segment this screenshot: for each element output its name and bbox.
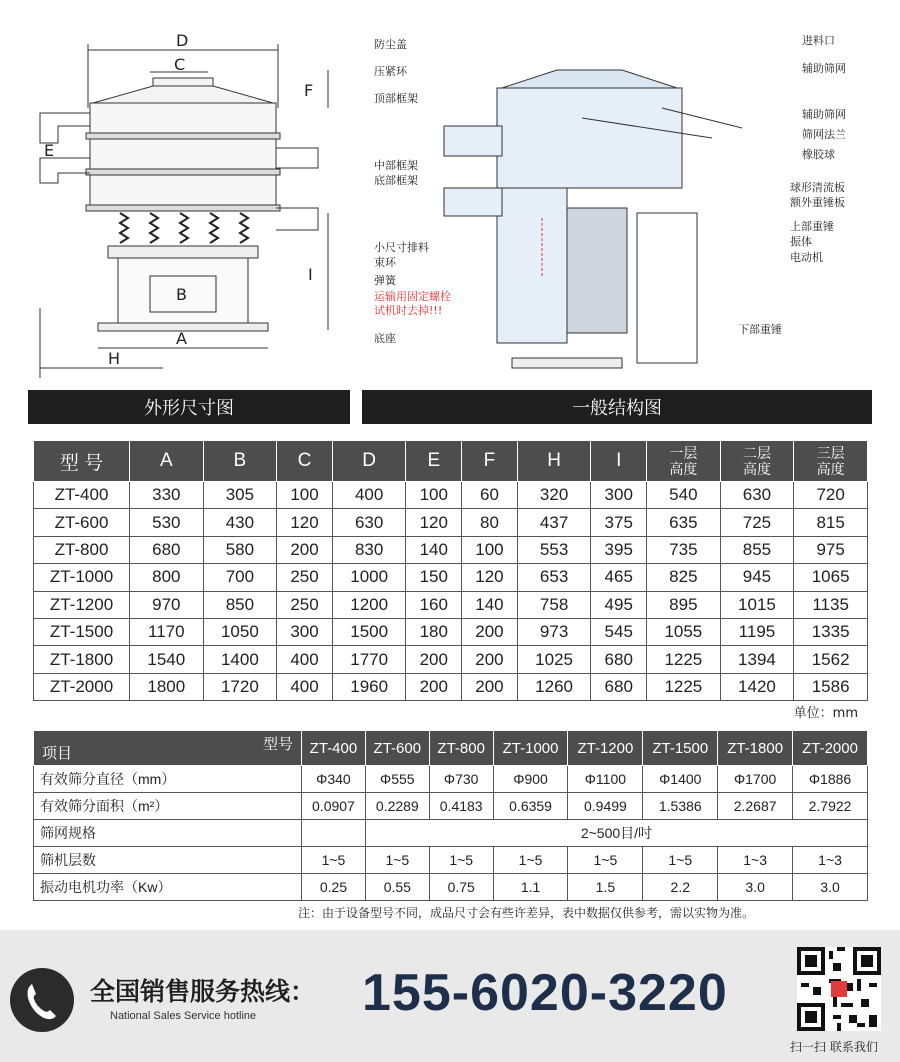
spec-value-cell: 0.0907: [302, 793, 366, 820]
header-a: A: [130, 441, 204, 482]
spec-value-cell: Φ900: [493, 766, 568, 793]
value-cell: 1586: [794, 673, 868, 700]
value-cell: 180: [406, 618, 462, 645]
spec-row-label: 有效筛分直径（mm）: [34, 766, 302, 793]
value-cell: 400: [277, 673, 333, 700]
value-cell: 1170: [130, 618, 204, 645]
table-row: [34, 820, 868, 847]
value-cell: 200: [462, 673, 518, 700]
spec-value-cell: Φ1400: [643, 766, 718, 793]
spec-merged-cell: 2~500目/吋: [365, 820, 867, 847]
value-cell: 320: [517, 482, 591, 509]
value-cell: 200: [406, 673, 462, 700]
spec-value-cell: 1~5: [302, 847, 366, 874]
spec-value-cell: 2.7922: [793, 793, 868, 820]
value-cell: 250: [277, 591, 333, 618]
spec-value-cell: Φ730: [429, 766, 493, 793]
spec-value-cell: 0.75: [429, 874, 493, 901]
value-cell: 553: [517, 536, 591, 563]
value-cell: 200: [277, 536, 333, 563]
table-row: [34, 673, 868, 700]
spec-table: [33, 730, 868, 901]
spec-value-cell: 1.1: [493, 874, 568, 901]
spec-value-cell: Φ340: [302, 766, 366, 793]
value-cell: 400: [332, 482, 406, 509]
spec-value-cell: 3.0: [793, 874, 868, 901]
spec-corner-cell: [34, 731, 302, 766]
value-cell: 680: [591, 673, 647, 700]
model-cell: ZT-1500: [34, 618, 130, 645]
value-cell: 815: [794, 509, 868, 536]
spec-value-cell: 1~5: [429, 847, 493, 874]
hotline-phone-number[interactable]: 155-6020-3220: [362, 964, 728, 1022]
outline-dimension-diagram: [28, 8, 350, 386]
value-cell: 250: [277, 564, 333, 591]
label-motor: 电动机: [790, 251, 823, 264]
value-cell: 830: [332, 536, 406, 563]
value-cell: 300: [591, 482, 647, 509]
label-transport-bolt: 运输用固定螺栓: [374, 290, 451, 303]
label-vibrating-body: 振体: [790, 235, 812, 248]
spec-model-header: ZT-2000: [793, 731, 868, 766]
spec-value-cell: 0.9499: [568, 793, 643, 820]
table-row: [34, 536, 868, 563]
label-ball-plate: 球形清流板: [790, 181, 845, 194]
value-cell: 150: [406, 564, 462, 591]
value-cell: 1562: [794, 646, 868, 673]
value-cell: 1000: [332, 564, 406, 591]
spec-value-cell: 3.0: [718, 874, 793, 901]
value-cell: 1225: [647, 646, 721, 673]
outline-diagram-caption: 外形尺寸图: [28, 390, 350, 424]
value-cell: 680: [130, 536, 204, 563]
value-cell: 1335: [794, 618, 868, 645]
label-top-frame: 顶部框架: [374, 92, 418, 105]
value-cell: 1050: [203, 618, 277, 645]
value-cell: 1500: [332, 618, 406, 645]
spec-value-cell: Φ1100: [568, 766, 643, 793]
value-cell: 330: [130, 482, 204, 509]
spec-value-cell: 0.6359: [493, 793, 568, 820]
hotline-title-en: National Sales Service hotline: [110, 1010, 257, 1022]
spec-model-header: ZT-1200: [568, 731, 643, 766]
value-cell: 850: [203, 591, 277, 618]
spec-row-label: 筛机层数: [34, 847, 302, 874]
spec-row-label: 有效筛分面积（m²）: [34, 793, 302, 820]
value-cell: 580: [203, 536, 277, 563]
label-clamp-ring: 压紧环: [374, 65, 407, 78]
value-cell: 1420: [720, 673, 794, 700]
label-feed-inlet: 进料口: [802, 34, 835, 47]
value-cell: 1720: [203, 673, 277, 700]
spec-row-label: 筛网规格: [34, 820, 302, 847]
spec-model-header: ZT-1800: [718, 731, 793, 766]
value-cell: 1960: [332, 673, 406, 700]
value-cell: 200: [462, 646, 518, 673]
value-cell: 160: [406, 591, 462, 618]
header-three-layer-height: 三层 高度: [794, 441, 868, 482]
value-cell: 630: [720, 482, 794, 509]
header-c: C: [277, 441, 333, 482]
label-upper-weight: 上部重锤: [790, 220, 834, 233]
dim-label-d: D: [176, 31, 189, 50]
spec-value-cell: Φ555: [365, 766, 429, 793]
model-cell: ZT-600: [34, 509, 130, 536]
value-cell: 140: [406, 536, 462, 563]
qr-code-label: 扫一扫 联系我们: [790, 1040, 878, 1054]
dim-label-h: H: [108, 349, 121, 368]
spec-value-cell: 1~3: [718, 847, 793, 874]
value-cell: 530: [130, 509, 204, 536]
table-row: [34, 874, 868, 901]
header-d: D: [332, 441, 406, 482]
value-cell: 970: [130, 591, 204, 618]
qr-code-icon[interactable]: [797, 947, 881, 1031]
value-cell: 1800: [130, 673, 204, 700]
label-middle-frame: 中部框架: [374, 159, 418, 172]
label-bundle-ring: 束环: [374, 256, 396, 269]
value-cell: 400: [277, 646, 333, 673]
dimension-header-row: [34, 441, 868, 482]
spec-model-header: ZT-1500: [643, 731, 718, 766]
table-row: [34, 591, 868, 618]
label-lower-weight: 下部重锤: [738, 323, 782, 336]
spec-model-header: ZT-600: [365, 731, 429, 766]
value-cell: 100: [462, 536, 518, 563]
unit-label: 单位：mm: [793, 706, 858, 721]
disclaimer-note: 注：由于设备型号不同，成品尺寸会有些许差异，表中数据仅供参考，需以实物为准。: [298, 906, 755, 920]
dimension-table: [33, 440, 868, 701]
label-spring: 弹簧: [374, 274, 396, 287]
hotline-footer: [0, 930, 900, 1062]
value-cell: 1260: [517, 673, 591, 700]
spec-value-cell: Φ1700: [718, 766, 793, 793]
spec-model-header: ZT-1000: [493, 731, 568, 766]
spec-model-header: ZT-400: [302, 731, 366, 766]
value-cell: 1770: [332, 646, 406, 673]
header-h: H: [517, 441, 591, 482]
model-cell: ZT-2000: [34, 673, 130, 700]
value-cell: 200: [462, 618, 518, 645]
spec-value-cell: 1~5: [493, 847, 568, 874]
model-cell: ZT-1800: [34, 646, 130, 673]
hotline-title-cn: 全国销售服务热线：: [90, 977, 316, 1006]
value-cell: 300: [277, 618, 333, 645]
value-cell: 945: [720, 564, 794, 591]
value-cell: 1015: [720, 591, 794, 618]
value-cell: 825: [647, 564, 721, 591]
label-small-outlet: 小尺寸排料: [374, 241, 429, 254]
value-cell: 1200: [332, 591, 406, 618]
value-cell: 1055: [647, 618, 721, 645]
value-cell: 720: [794, 482, 868, 509]
spec-value-cell: 0.55: [365, 874, 429, 901]
value-cell: 1025: [517, 646, 591, 673]
spec-value-cell: Φ1886: [793, 766, 868, 793]
value-cell: 100: [406, 482, 462, 509]
structure-drawing: [362, 8, 872, 386]
spec-value-cell: 1~5: [643, 847, 718, 874]
value-cell: 375: [591, 509, 647, 536]
value-cell: 1394: [720, 646, 794, 673]
value-cell: 855: [720, 536, 794, 563]
value-cell: 80: [462, 509, 518, 536]
dim-label-e: E: [44, 141, 55, 160]
value-cell: 725: [720, 509, 794, 536]
value-cell: 653: [517, 564, 591, 591]
label-base: 底座: [374, 332, 396, 345]
dim-label-b: B: [176, 285, 187, 304]
dim-label-c: C: [174, 55, 186, 74]
value-cell: 1195: [720, 618, 794, 645]
label-aux-screen-1: 辅助筛网: [802, 62, 846, 75]
value-cell: 60: [462, 482, 518, 509]
table-row: [34, 847, 868, 874]
value-cell: 540: [647, 482, 721, 509]
value-cell: 1065: [794, 564, 868, 591]
value-cell: 635: [647, 509, 721, 536]
phone-icon: [10, 968, 74, 1032]
value-cell: 200: [406, 646, 462, 673]
model-cell: ZT-800: [34, 536, 130, 563]
spec-model-header: ZT-800: [429, 731, 493, 766]
label-screen-flange: 筛网法兰: [802, 128, 846, 141]
header-e: E: [406, 441, 462, 482]
header-b: B: [203, 441, 277, 482]
value-cell: 758: [517, 591, 591, 618]
value-cell: 545: [591, 618, 647, 645]
label-aux-screen-2: 辅助筛网: [802, 108, 846, 121]
table-row: [34, 564, 868, 591]
phone-icon-glyph: [10, 968, 74, 1032]
table-row: [34, 793, 868, 820]
dim-label-f: F: [304, 81, 314, 100]
spec-value-cell: 1~5: [365, 847, 429, 874]
spec-value-cell: 0.25: [302, 874, 366, 901]
dim-label-a: A: [176, 329, 187, 348]
dim-label-i: I: [308, 265, 313, 284]
corner-item-label: 项目: [42, 745, 73, 762]
value-cell: 1540: [130, 646, 204, 673]
label-dust-cover: 防尘盖: [374, 38, 407, 51]
value-cell: 1225: [647, 673, 721, 700]
table-row: [34, 766, 868, 793]
value-cell: 680: [591, 646, 647, 673]
spec-header-row: [34, 731, 868, 766]
spec-value-cell: 1.5: [568, 874, 643, 901]
value-cell: 120: [462, 564, 518, 591]
value-cell: 1135: [794, 591, 868, 618]
spec-value-cell: 0.2289: [365, 793, 429, 820]
corner-model-label: 型号: [262, 736, 293, 753]
value-cell: 140: [462, 591, 518, 618]
spec-row-label: 振动电机功率（Kw）: [34, 874, 302, 901]
value-cell: 735: [647, 536, 721, 563]
table-row: [34, 482, 868, 509]
value-cell: 437: [517, 509, 591, 536]
table-row: [34, 509, 868, 536]
value-cell: 430: [203, 509, 277, 536]
value-cell: 1400: [203, 646, 277, 673]
general-structure-diagram: [362, 8, 872, 386]
value-cell: 973: [517, 618, 591, 645]
model-cell: ZT-400: [34, 482, 130, 509]
spec-value-cell: 0.4183: [429, 793, 493, 820]
header-i: I: [591, 441, 647, 482]
outline-dimension-drawing: [28, 8, 350, 386]
header-two-layer-height: 二层 高度: [720, 441, 794, 482]
value-cell: 120: [277, 509, 333, 536]
spec-value-cell: 1.5386: [643, 793, 718, 820]
structure-diagram-caption: 一般结构图: [362, 390, 872, 424]
header-model: 型 号: [34, 441, 130, 482]
value-cell: 305: [203, 482, 277, 509]
table-row: [34, 646, 868, 673]
qr-code-pattern: [797, 947, 881, 1031]
value-cell: 700: [203, 564, 277, 591]
header-f: F: [462, 441, 518, 482]
label-bottom-frame: 底部框架: [374, 174, 418, 187]
value-cell: 800: [130, 564, 204, 591]
spec-value-cell: 1~5: [568, 847, 643, 874]
spec-value-cell: 2.2: [643, 874, 718, 901]
value-cell: 465: [591, 564, 647, 591]
spec-value-cell: 2.2687: [718, 793, 793, 820]
spec-value-cell: 1~3: [793, 847, 868, 874]
value-cell: 395: [591, 536, 647, 563]
value-cell: 975: [794, 536, 868, 563]
spec-blank-cell: [302, 820, 366, 847]
model-cell: ZT-1000: [34, 564, 130, 591]
label-rubber-ball: 橡胶球: [802, 148, 835, 161]
value-cell: 495: [591, 591, 647, 618]
model-cell: ZT-1200: [34, 591, 130, 618]
label-extra-weight-plate: 额外重锤板: [790, 196, 845, 209]
header-one-layer-height: 一层 高度: [647, 441, 721, 482]
value-cell: 630: [332, 509, 406, 536]
value-cell: 100: [277, 482, 333, 509]
label-remove-warning: 试机时去掉!!!: [374, 304, 443, 317]
value-cell: 120: [406, 509, 462, 536]
table-row: [34, 618, 868, 645]
value-cell: 895: [647, 591, 721, 618]
